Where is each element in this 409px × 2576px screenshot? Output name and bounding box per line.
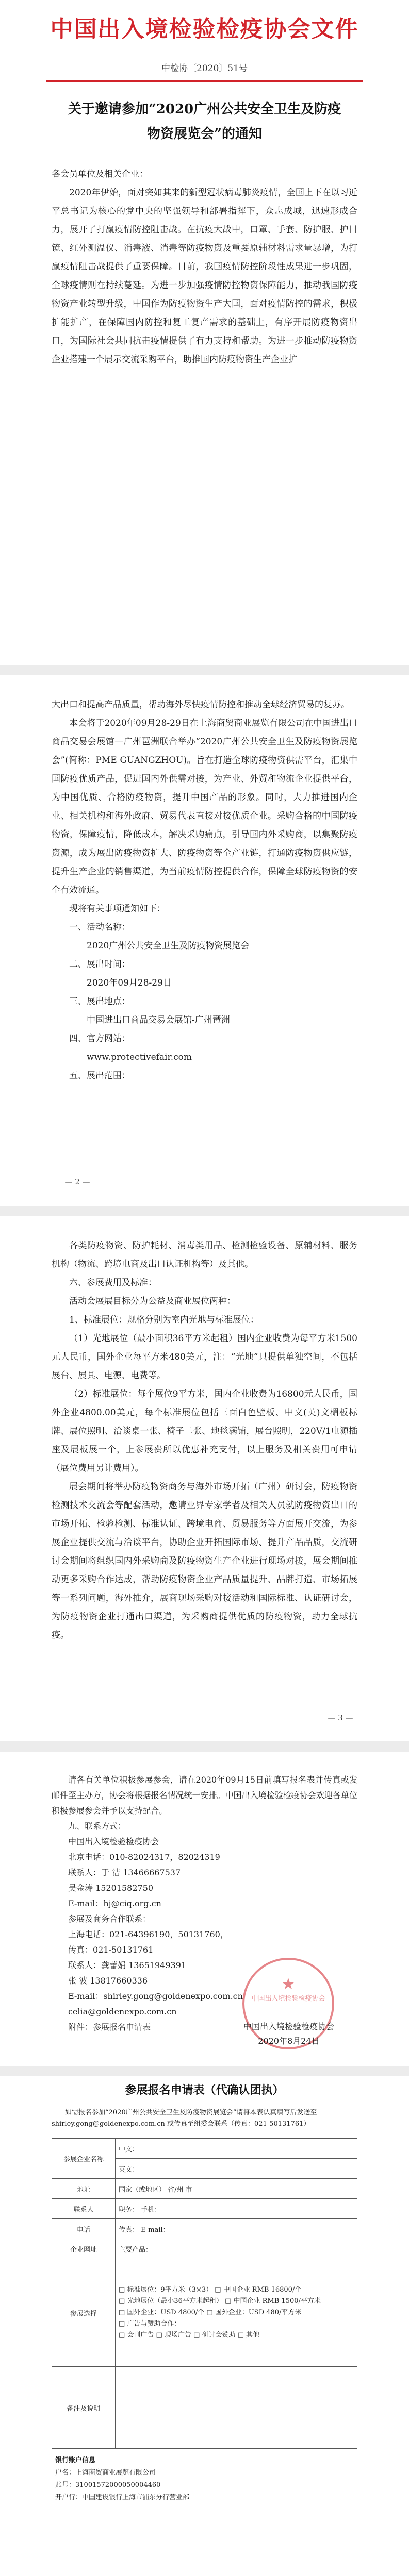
attachment-line: 附件：参展报名申请表 <box>68 2022 151 2032</box>
event-website-heading: 四、官方网站： <box>69 1033 130 1044</box>
page-2-body <box>52 696 357 1085</box>
table-row <box>52 2367 357 2449</box>
booth-option[interactable]: □ 国外企业：USD 4800/个 □ 国外企业：USD 480/平方米 <box>119 2309 302 2316</box>
page-3-body <box>52 1236 357 1645</box>
bank-info-line: 开户行：中国建设银行上海市浦东分行营业部 <box>55 2494 190 2501</box>
document-number: 中检协〔2020〕51号 <box>161 63 248 74</box>
salutation: 各会员单位及相关企业： <box>52 169 148 179</box>
fee-item: 展会期间将举办防疫物资商务与海外市场开拓（广州）研讨会，防疫物资检测技术交流会等配套活动，邀请业界专家学者及相关人员就防疫物资出口的市场开拓、检验检测、标准认证、跨境电商、贸易服务等方面展开交流，为参展企业提供交流与洽谈平台，协助企业开拓国际市场、提升产品品质，交流研讨会期间将组织国内外采购商及防疫物资生产企业进行现场对接，展会期间推动更多采购合作达成，帮助防疫物资企业产品质量提升、品牌打造、市场拓展等一系列问题，海外推介，展商现场采购对接活动和国际标准、认证研讨会，为防疫物资企业打通出口渠道，为采购商提供优质的防疫物资，助力全球抗疫。 <box>52 1482 357 1640</box>
paragraph: 2020年伊始，面对突如其来的新型冠状病毒肺炎疫情，全国上下在以习近平总书记为核心的党中央的坚强领导和部署指挥下，众志成城，迅速形成合力，展开了打赢疫情防控阻击战。在抗疫大战中，口罩、手套、防护服、护目镜、红外测温仪、消毒液、消毒等防疫物资及重要原辅材料需求量暴增，为打赢疫情阻击战提供了重要保障。目前，我国疫情防控阶段性成果进一步巩固，全球疫情则在持续蔓延。为进一步加强疫情防控物资保障能力，推动我国防疫物资产业转型升级，中国作为防疫物资生产大国，面对疫情防控的需求，积极扩能扩产，在保障国内防控和复工复产需求的基础上，有序开展防疫物资出口，为国际社会共同抗击疫情提供了有力支持和帮助。为进一步推动防疫物资企业搭建一个展示交流采购平台，助推国内防疫物资生产企业扩 <box>52 188 357 365</box>
booth-option[interactable]: □ 广告与赞助合作： <box>119 2320 181 2328</box>
contact-line: 北京电话：010-82024317，82024319 <box>68 1852 220 1862</box>
contact-line: E-mail：shirley.gong@goldenexpo.com.cn <box>68 1991 243 2001</box>
booth-option[interactable]: □ 光地展位（最小36平方米起租） □ 中国企业 RMB 1500/平方米 <box>119 2297 321 2305</box>
table-row <box>52 2259 357 2367</box>
form-field-company-en[interactable]: 英文： <box>116 2159 357 2179</box>
form-field-company-cn[interactable]: 中文： <box>116 2139 357 2159</box>
event-time-value: 2020年09月28-29日 <box>87 978 172 988</box>
booth-option[interactable]: □ 会刊广告 □ 现场广告 □ 研讨会赞助 □ 其他 <box>119 2331 260 2339</box>
form-title: 参展报名申请表（代确认团执） <box>125 2083 284 2097</box>
signature-org: 中国出入境检验检疫协会 <box>243 2022 334 2031</box>
form-label: 参展企业名称 <box>52 2139 116 2179</box>
document-page-1 <box>0 0 409 665</box>
table-row <box>52 2179 357 2199</box>
document-page-3 <box>0 1216 409 1741</box>
contact-line: celia@goldenexpo.com.cn <box>68 2007 177 2016</box>
event-name-value: 2020广州公共安全卫生及防疫物资展览会 <box>87 941 250 951</box>
contact-line: 传真：021-50131761 <box>68 1945 154 1955</box>
form-label: 联系人 <box>52 2199 116 2219</box>
bank-info-line: 户名：上海商贸商业展览有限公司 <box>55 2469 156 2477</box>
contact-line: 上海电话：021-64396190，50131760， <box>68 1929 228 1939</box>
page-gap <box>0 1206 409 1216</box>
signature-date: 2020年8月24日 <box>258 2036 320 2046</box>
contact-line: 参展及商务合作联系： <box>68 1914 151 1924</box>
page-gap <box>0 2066 409 2076</box>
notice-title <box>67 97 342 146</box>
contact-line: 联系人：龚蕾娟 13651949391 <box>68 1960 187 1970</box>
document-page-4 <box>0 1752 409 2066</box>
page-gap <box>0 665 409 675</box>
table-row <box>52 2139 357 2159</box>
contact-line: 联系人：于 洁 13466667537 <box>68 1868 181 1877</box>
form-label: 地址 <box>52 2179 116 2199</box>
fee-item: 活动会展展目标分为公益及商业展位两种： <box>69 1296 236 1307</box>
paragraph: 现将有关事项通知如下： <box>69 904 166 914</box>
form-field-address[interactable]: 国家（或地区） 省/州 市 <box>116 2179 357 2199</box>
page-1-body <box>52 165 357 369</box>
booth-option[interactable]: □ 标准展位：9平方米（3×3） □ 中国企业 RMB 16800/个 <box>119 2286 302 2294</box>
red-header-rule <box>46 80 363 82</box>
star-icon: ★ <box>281 1975 296 1993</box>
contact-line: 吴金涛 15201582750 <box>68 1883 154 1893</box>
bank-info-title: 银行账户信息 <box>55 2456 96 2464</box>
paragraph: 请各有关单位积极参展参会，请在2020年09月15日前填写报名表并传真或发邮件至主办方，协会将根据报名情况统一安排。中国出入境检验检疫协会欢迎各单位积极参展参会并予以支持配合。 <box>52 1775 357 1816</box>
fee-heading: 六、参展费用及标准： <box>69 1278 157 1288</box>
fee-item: 1、标准展位：规格分别为室内光地与标准展位： <box>69 1315 259 1325</box>
form-field-website[interactable]: 主要产品： <box>116 2239 357 2259</box>
event-name-heading: 一、活动名称： <box>69 922 130 933</box>
document-header-title: 中国出入境检验检疫协会文件 <box>50 16 359 42</box>
fee-item: （1）光地展位（最小面积36平方米起租）国内企业收费为每平方米1500元人民币，国外企业每平方米480美元，注：“光地”只提供单独空间，不包括展台、展具、电源、电费等。 <box>52 1333 357 1381</box>
form-label: 备注及说明 <box>52 2367 116 2449</box>
event-venue-heading: 三、展出地点： <box>69 996 130 1007</box>
page-gap <box>0 1741 409 1752</box>
booth-options <box>116 2259 357 2367</box>
form-label: 参展选择 <box>52 2259 116 2367</box>
document-page-2 <box>0 675 409 1206</box>
table-row <box>52 2199 357 2219</box>
bank-info-line: 账号：31001572000050004460 <box>55 2481 161 2489</box>
table-row <box>52 2449 357 2510</box>
event-scope-heading: 五、展出范围： <box>69 1071 130 1081</box>
contact-line: 中国出入境检验检疫协会 <box>68 1837 159 1846</box>
table-row <box>52 2239 357 2259</box>
contact-line: 九、联系方式： <box>68 1821 126 1831</box>
event-website-value: www.protectivefair.com <box>87 1052 192 1062</box>
fee-item: （2）标准展位：每个展位9平方米，国内企业收费为16800元人民币，国外企业4800.00美元，每个标准展位包括三面白色壁板、中文(英)文楣板标牌、展位照明、洽谈桌一张、椅子二张、地毯满铺，展台照明，220V/1电源插座及展板展一个，上参展费所以优惠补充支付，以上服务及相关费用可申请（展位费用另计费用）。 <box>52 1389 357 1473</box>
paragraph: 大出口和提高产品质量，帮助海外尽快疫情防控和推动全球经济贸易的复苏。 <box>52 700 350 710</box>
notice-title-line-2: 物资展览会”的通知 <box>147 126 262 142</box>
event-venue-value: 中国进出口商品交易会展馆-广州琶洲 <box>87 1015 230 1025</box>
notice-title-line-1: 关于邀请参加“2020广州公共安全卫生及防疫 <box>68 101 341 117</box>
page-number: — 2 — <box>64 1177 90 1187</box>
registration-form-table <box>52 2138 357 2510</box>
table-row <box>52 2219 357 2239</box>
form-field-remarks[interactable] <box>116 2367 357 2449</box>
form-label: 企业网址 <box>52 2239 116 2259</box>
form-intro: 如需报名参加“2020广州公共安全卫生及防疫物资展览会”请将本表认真填写后发送至shirley.gong@goldenexpo.com.cn 或传真至组委会联系（传真：021-50131761） <box>52 2109 317 2128</box>
contact-line: 张 波 13817660336 <box>68 1976 148 1986</box>
paragraph: 各类防疫物资、防护耗材、消毒类用品、检测检验设备、原辅材料、服务机构（物流、跨境电商及出口认证机构等）及其他。 <box>52 1241 357 1269</box>
seal-text: 中国出入境检验检疫协会 <box>251 1995 325 2003</box>
paragraph: 本会将于2020年09月28-29日在上海商贸商业展览有限公司在中国进出口商品交易会展馆—广州琶洲联合举办“2020广州公共安全卫生及防疫物资展览会”(简称：PME GUANGZHOU)。旨在打造全球防疫物资供需平台，汇集中国防疫优质产品，促进国内外供需对接，为产业、外贸和物流企业提供平台，为中国优质、合格防疫物资，提升中国产品的形象。同时，大力推进国内企业、相关机构和海外政府、贸易代表直接对接优质企业。采购合格的中国防疫物资，保障疫情，降低成本，解决采购痛点，引导国内外采购商，以集聚防疫资源，成为展出防疫物资扩大、防疫物资等全产业链，打通防疫物资供应链，提升生产企业的销售渠道，为当前疫情防控提供合作，保障全球防疫物资的安全有效流通。 <box>52 718 357 895</box>
form-label: 电话 <box>52 2219 116 2239</box>
form-field-contact[interactable]: 职务： 手机： <box>116 2199 357 2219</box>
page-number: — 3 — <box>328 1713 353 1722</box>
form-field-phone[interactable]: 传真： E-mail： <box>116 2219 357 2239</box>
bank-info-cell <box>52 2449 357 2510</box>
signature-block <box>222 2020 356 2048</box>
event-time-heading: 二、展出时间： <box>69 959 130 970</box>
contact-line: E-mail：hj@ciq.org.cn <box>68 1899 161 1908</box>
